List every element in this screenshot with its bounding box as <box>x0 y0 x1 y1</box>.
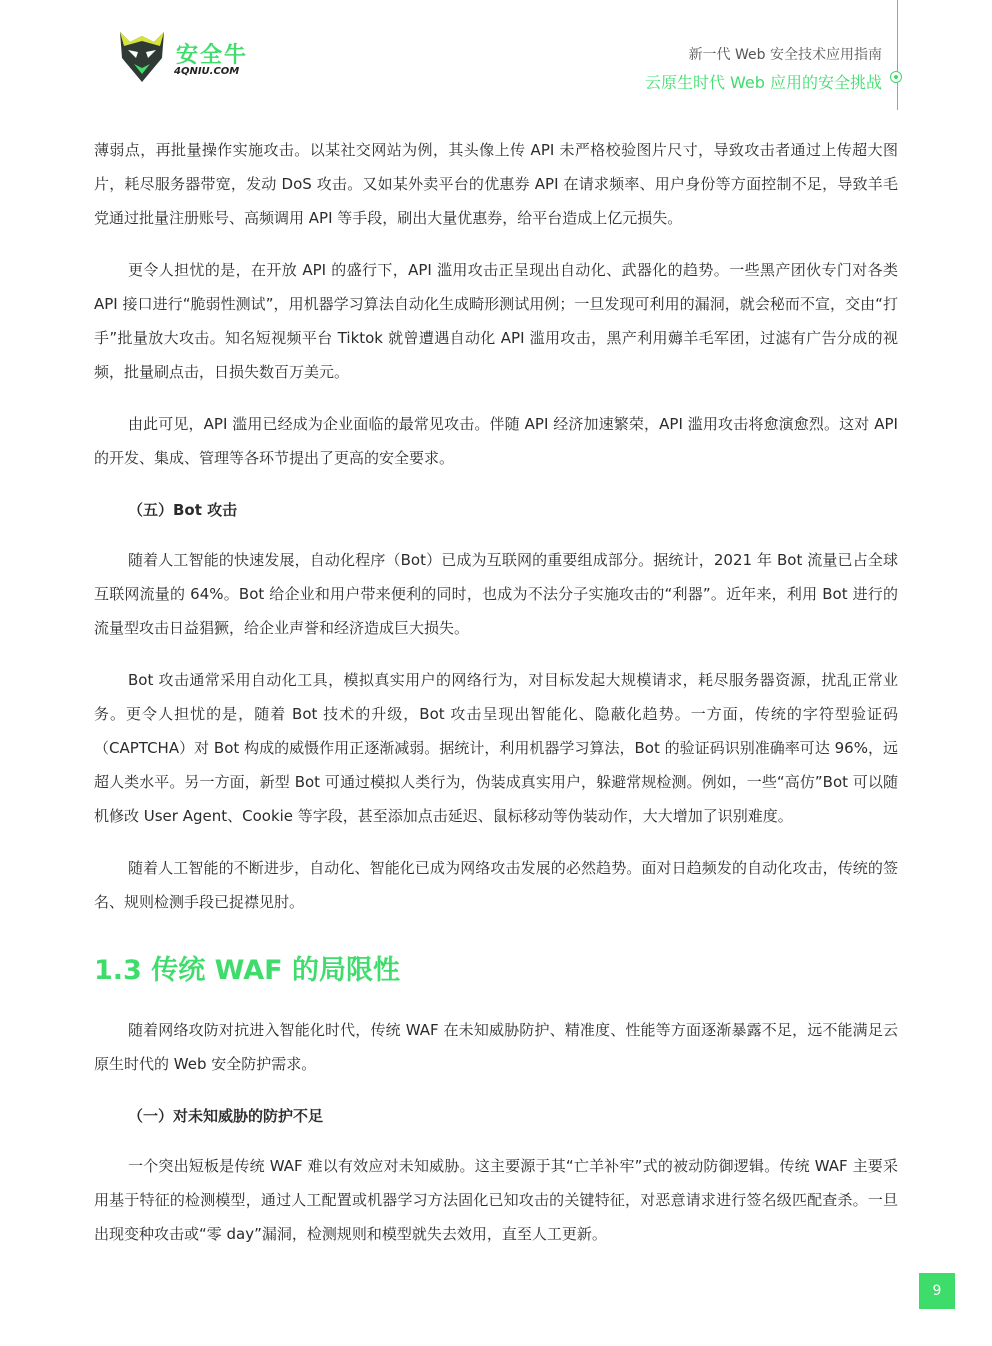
section-heading: 1.3 传统 WAF 的局限性 <box>94 955 400 986</box>
target-dot-icon <box>890 71 902 83</box>
paragraph: 薄弱点，再批量操作实施攻击。以某社交网站为例，其头像上传 API 未严格校验图片尺寸，导致攻击者通过上传超大图片，耗尽服务器带宽，发动 DoS 攻击。又如某外卖平台的优惠券 API 在请求频率、用户身份等方面控制不足，导致羊毛党通过批量注册账号、高频调用 API 等手段，刷出大量优惠券，给平台造成上亿元损失。 <box>94 141 898 227</box>
paragraph: 随着人工智能的不断进步，自动化、智能化已成为网络攻击发展的必然趋势。面对日趋频发的自动化攻击，传统的签名、规则检测手段已捉襟见肘。 <box>94 859 898 911</box>
page-content <box>94 133 898 1269</box>
paragraph: 更令人担忧的是，在开放 API 的盛行下，API 滥用攻击正呈现出自动化、武器化的趋势。一些黑产团伙专门对各类 API 接口进行“脆弱性测试”，用机器学习算法自动化生成畸形测试用例；一旦发现可利用的漏洞，就会秘而不宣，交由“打手”批量放大攻击。知名短视频平台 Tiktok 就曾遭遇自动化 API 滥用攻击，黑产利用薅羊毛军团，过滤有广告分成的视频，批量刷点击，日损失数百万美元。 <box>94 261 898 381</box>
subheading-unknown-threats: （一）对未知威胁的防护不足 <box>128 1107 324 1125</box>
chapter-title: 云原生时代 Web 应用的安全挑战 <box>644 73 882 92</box>
subheading-bot: （五）Bot 攻击 <box>128 501 238 519</box>
document-subtitle: 新一代 Web 安全技术应用指南 <box>688 47 882 63</box>
header-titles <box>645 44 882 96</box>
logo <box>118 28 268 86</box>
logo-text: 安全牛 <box>176 43 249 68</box>
paragraph: 由此可见，API 滥用已经成为企业面临的最常见攻击。伴随 API 经济加速繁荣，API 滥用攻击将愈演愈烈。这对 API 的开发、集成、管理等各环节提出了更高的安全要求。 <box>94 415 898 467</box>
page-number: 9 <box>919 1273 955 1309</box>
header-divider <box>897 0 898 110</box>
bull-shield-icon <box>118 28 166 84</box>
paragraph: 随着人工智能的快速发展，自动化程序（Bot）已成为互联网的重要组成部分。据统计，2021 年 Bot 流量已占全球互联网流量的 64%。Bot 给企业和用户带来便利的同时，也成为不法分子实施攻击的“利器”。近年来，利用 Bot 进行的流量型攻击日益猖獗，给企业声誉和经济造成巨大损失。 <box>94 551 898 637</box>
paragraph: 随着网络攻防对抗进入智能化时代，传统 WAF 在未知威胁防护、精准度、性能等方面逐渐暴露不足，远不能满足云原生时代的 Web 安全防护需求。 <box>94 1021 898 1073</box>
paragraph: Bot 攻击通常采用自动化工具，模拟真实用户的网络行为，对目标发起大规模请求，耗尽服务器资源，扰乱正常业务。更令人担忧的是，随着 Bot 技术的升级，Bot 攻击呈现出智能化、隐蔽化趋势。一方面，传统的字符型验证码（CAPTCHA）对 Bot 构成的威慑作用正逐渐减弱。据统计，利用机器学习算法，Bot 的验证码识别准确率可达 96%，远超人类水平。另一方面，新型 Bot 可通过模拟人类行为，伪装成真实用户，躲避常规检测。例如，一些“高仿”Bot 可以随机修改 User Agent、Cookie 等字段，甚至添加点击延迟、鼠标移动等伪装动作，大大增加了识别难度。 <box>94 671 898 825</box>
paragraph: 一个突出短板是传统 WAF 难以有效应对未知威胁。这主要源于其“亡羊补牢”式的被动防御逻辑。传统 WAF 主要采用基于特征的检测模型，通过人工配置或机器学习方法固化已知攻击的关键特征，对恶意请求进行签名级匹配查杀。一旦出现变种攻击或“零 day”漏洞，检测规则和模型就失去效用，直至人工更新。 <box>94 1157 898 1243</box>
logo-domain: 4QNIU.COM <box>174 66 240 77</box>
page-header <box>0 0 992 110</box>
